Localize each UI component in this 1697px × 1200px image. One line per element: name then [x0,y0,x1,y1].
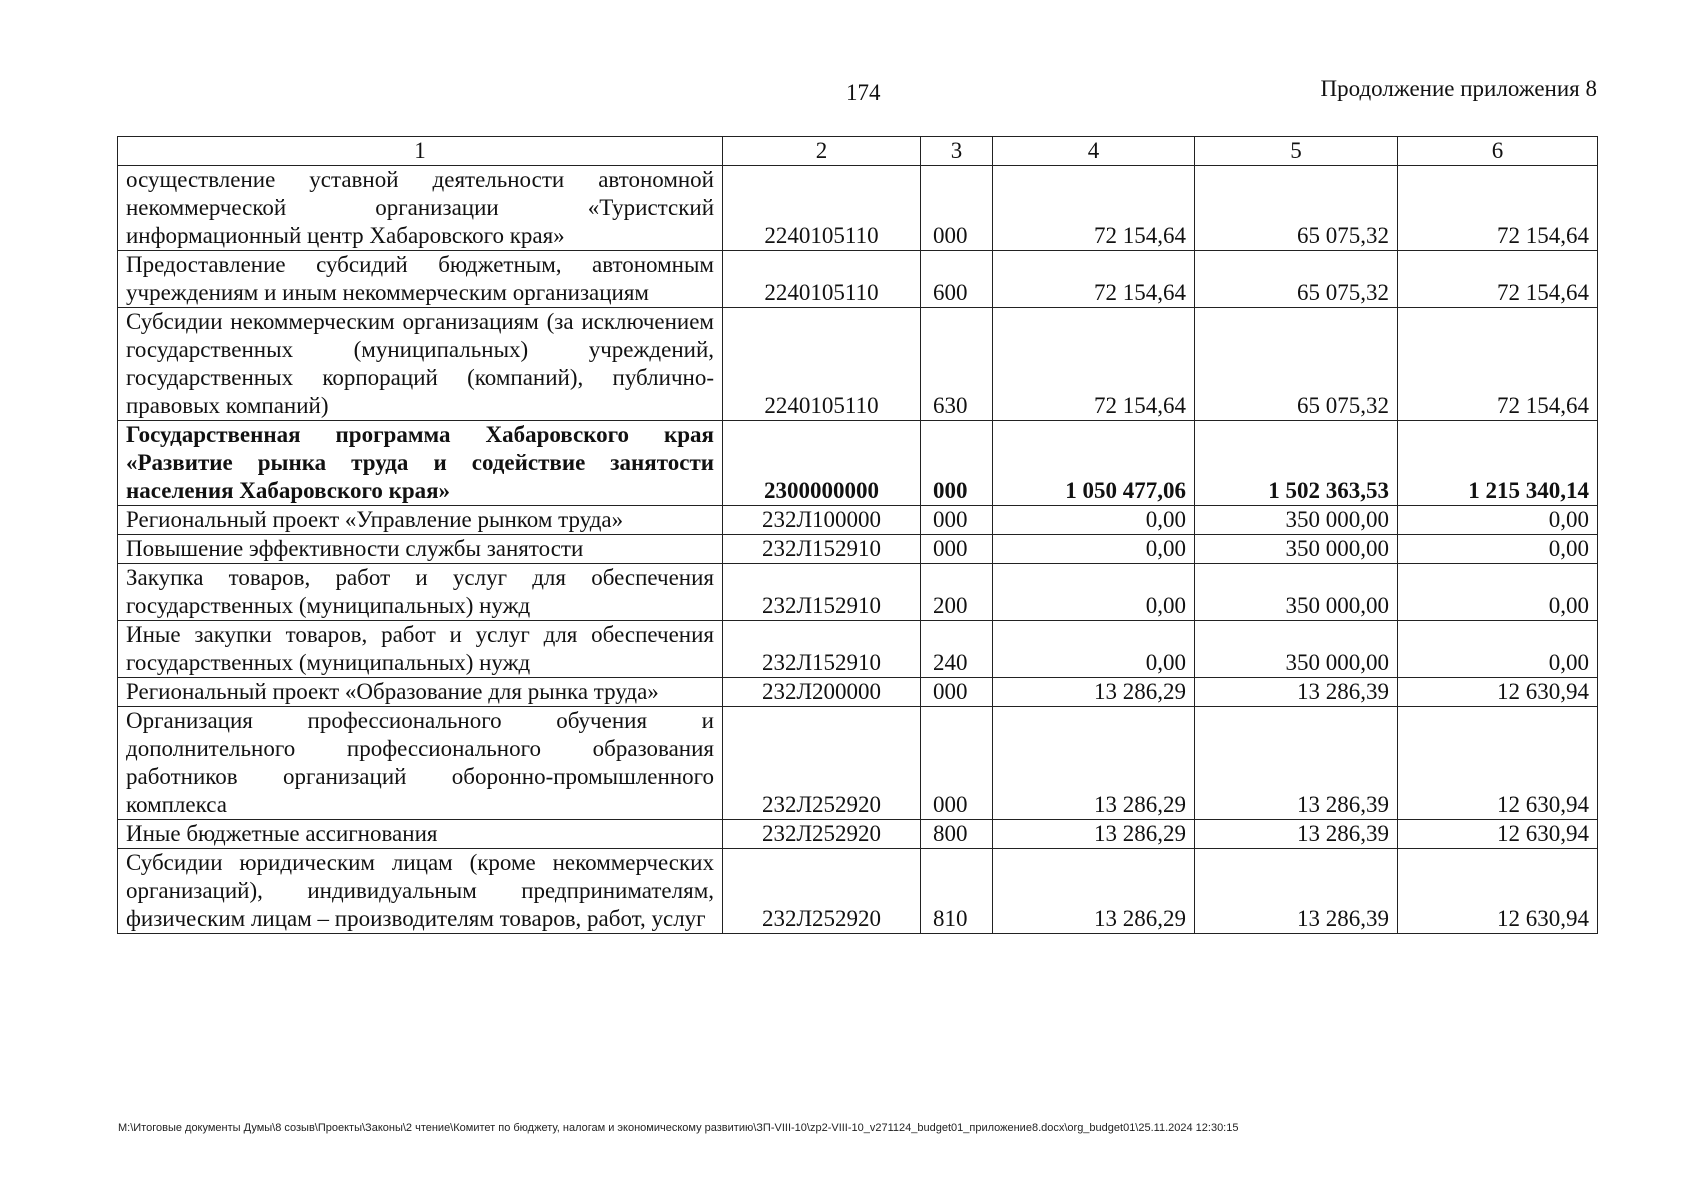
row-name-cell: осуществление уставной деятельности автономной некоммерческой организации «Туристский информационный центр Хабаровского края» [118,166,723,251]
row-code-cell: 232Л252920 [723,707,921,820]
row-type-cell: 800 [921,820,993,849]
row-value-col6: 0,00 [1398,535,1598,564]
row-value-col6: 0,00 [1398,506,1598,535]
column-header: 5 [1195,137,1398,166]
row-value-col4: 13 286,29 [993,849,1195,934]
row-value-col6: 12 630,94 [1398,707,1598,820]
row-type-cell: 600 [921,251,993,308]
table-row [118,308,1598,421]
appendix-continuation-label: Продолжение приложения 8 [1320,76,1597,101]
row-value-col4: 13 286,29 [993,707,1195,820]
row-value-col6: 12 630,94 [1398,678,1598,707]
row-value-col5: 65 075,32 [1195,251,1398,308]
row-value-col5: 65 075,32 [1195,166,1398,251]
row-value-col5: 13 286,39 [1195,707,1398,820]
row-code-cell: 232Л152910 [723,621,921,678]
row-name-cell: Субсидии юридическим лицам (кроме некоммерческих организаций), индивидуальным предпринимателям, физическим лицам – производителям товаров, работ, услуг [118,849,723,934]
row-value-col5: 350 000,00 [1195,506,1398,535]
row-value-col4: 0,00 [993,535,1195,564]
row-value-col6: 0,00 [1398,564,1598,621]
row-code-cell: 232Л152910 [723,564,921,621]
row-value-col6: 1 215 340,14 [1398,421,1598,506]
row-name-cell: Повышение эффективности службы занятости [118,535,723,564]
table-row [118,621,1598,678]
row-value-col4: 72 154,64 [993,251,1195,308]
row-type-cell: 200 [921,564,993,621]
row-code-cell: 232Л152910 [723,535,921,564]
row-code-cell: 2240105110 [723,251,921,308]
table-row [118,506,1598,535]
row-type-cell: 630 [921,308,993,421]
row-value-col4: 0,00 [993,506,1195,535]
table-row [118,707,1598,820]
row-value-col6: 72 154,64 [1398,166,1598,251]
table-row [118,421,1598,506]
column-header: 1 [118,137,723,166]
row-value-col4: 13 286,29 [993,678,1195,707]
row-value-col5: 13 286,39 [1195,820,1398,849]
row-name-cell: Региональный проект «Управление рынком труда» [118,506,723,535]
row-name-cell: Региональный проект «Образование для рынка труда» [118,678,723,707]
table-row [118,678,1598,707]
row-value-col5: 350 000,00 [1195,564,1398,621]
row-value-col6: 72 154,64 [1398,251,1598,308]
row-code-cell: 2300000000 [723,421,921,506]
row-code-cell: 2240105110 [723,308,921,421]
row-value-col4: 13 286,29 [993,820,1195,849]
row-code-cell: 232Л100000 [723,506,921,535]
column-header: 3 [921,137,993,166]
table-row [118,820,1598,849]
row-name-cell: Иные бюджетные ассигнования [118,820,723,849]
row-value-col6: 12 630,94 [1398,849,1598,934]
row-value-col4: 0,00 [993,621,1195,678]
row-type-cell: 000 [921,166,993,251]
row-value-col4: 0,00 [993,564,1195,621]
row-type-cell: 000 [921,707,993,820]
row-name-cell: Субсидии некоммерческим организациям (за исключением государственных (муниципальных) учреждений, государственных корпораций (компаний), публично-правовых компаний) [118,308,723,421]
row-code-cell: 232Л252920 [723,820,921,849]
row-type-cell: 000 [921,678,993,707]
row-value-col6: 12 630,94 [1398,820,1598,849]
row-value-col6: 72 154,64 [1398,308,1598,421]
row-value-col4: 72 154,64 [993,308,1195,421]
row-value-col4: 72 154,64 [993,166,1195,251]
row-value-col5: 13 286,39 [1195,849,1398,934]
row-name-cell: Закупка товаров, работ и услуг для обеспечения государственных (муниципальных) нужд [118,564,723,621]
document-file-path: M:\Итоговые документы Думы\8 созыв\Проекты\Законы\2 чтение\Комитет по бюджету, налогам и экономическому развитию\ЗП-VIII-10\zp2-VIII-10_v271124_budget01_приложение8.docx\org_budget01\25.11.2024 12:30:15 [118,1122,1239,1134]
row-value-col5: 65 075,32 [1195,308,1398,421]
row-name-cell: Иные закупки товаров, работ и услуг для обеспечения государственных (муниципальных) нужд [118,621,723,678]
row-value-col4: 1 050 477,06 [993,421,1195,506]
row-code-cell: 232Л252920 [723,849,921,934]
row-type-cell: 000 [921,421,993,506]
table-row [118,564,1598,621]
row-value-col5: 350 000,00 [1195,621,1398,678]
row-name-cell: Государственная программа Хабаровского края «Развитие рынка труда и содействие занятости населения Хабаровского края» [118,421,723,506]
row-type-cell: 810 [921,849,993,934]
row-code-cell: 232Л200000 [723,678,921,707]
row-type-cell: 000 [921,535,993,564]
table-header-row [118,137,1598,166]
table-row [118,849,1598,934]
table-row [118,166,1598,251]
column-header: 2 [723,137,921,166]
row-value-col5: 13 286,39 [1195,678,1398,707]
row-value-col5: 1 502 363,53 [1195,421,1398,506]
table-row [118,535,1598,564]
row-value-col5: 350 000,00 [1195,535,1398,564]
page-number: 174 [846,80,881,105]
column-header: 4 [993,137,1195,166]
row-code-cell: 2240105110 [723,166,921,251]
row-name-cell: Предоставление субсидий бюджетным, автономным учреждениям и иным некоммерческим организациям [118,251,723,308]
row-value-col6: 0,00 [1398,621,1598,678]
column-header: 6 [1398,137,1598,166]
table-row [118,251,1598,308]
row-type-cell: 000 [921,506,993,535]
row-type-cell: 240 [921,621,993,678]
budget-table [117,136,1598,934]
row-name-cell: Организация профессионального обучения и дополнительного профессионального образования работников организаций оборонно-промышленного комплекса [118,707,723,820]
